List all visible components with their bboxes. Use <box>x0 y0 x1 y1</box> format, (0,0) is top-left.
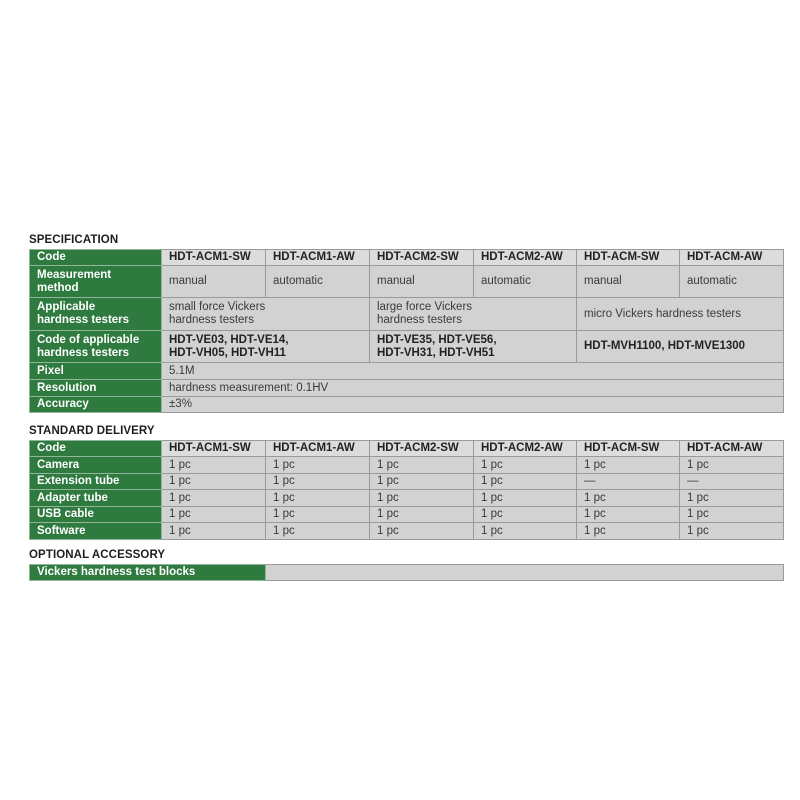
delivery-cell: 1 pc <box>370 523 474 540</box>
delivery-code-cell: HDT-ACM2-AW <box>474 441 577 457</box>
delivery-cell: 1 pc <box>680 507 784 523</box>
spec-row-pixel <box>30 363 784 380</box>
cell-line: hardness testers <box>377 314 463 326</box>
spec-code-cell: HDT-ACM1-SW <box>162 250 266 266</box>
spec-row-code <box>30 250 784 266</box>
spec-code-cell: HDT-ACM2-SW <box>370 250 474 266</box>
spec-row-resolution <box>30 380 784 397</box>
label-line: Measurement <box>37 268 112 281</box>
optional-accessory-title: OPTIONAL ACCESSORY <box>29 549 166 561</box>
cell-line: small force Vickers <box>169 301 266 313</box>
delivery-cell: 1 pc <box>162 523 266 540</box>
label-line: hardness testers <box>37 314 130 326</box>
applicable-testers-group-3: micro Vickers hardness testers <box>577 298 784 331</box>
delivery-label-code: Code <box>30 441 162 457</box>
delivery-code-cell: HDT-ACM1-SW <box>162 441 266 457</box>
standard-delivery-table <box>29 440 784 540</box>
delivery-code-cell: HDT-ACM1-AW <box>266 441 370 457</box>
spec-row-applicable-testers <box>30 298 784 331</box>
delivery-cell: 1 pc <box>266 507 370 523</box>
delivery-cell: 1 pc <box>474 523 577 540</box>
spec-method-cell: manual <box>577 266 680 298</box>
delivery-cell: 1 pc <box>370 507 474 523</box>
delivery-cell: 1 pc <box>577 523 680 540</box>
spec-code-cell: HDT-ACM-SW <box>577 250 680 266</box>
spec-resolution-value: hardness measurement: 0.1HV <box>162 380 784 397</box>
specification-title: SPECIFICATION <box>29 234 119 246</box>
label-line: Applicable <box>37 301 96 313</box>
delivery-cell: 1 pc <box>266 457 370 474</box>
delivery-cell: 1 pc <box>266 474 370 490</box>
delivery-row-usb-cable <box>30 507 784 523</box>
delivery-cell: 1 pc <box>577 507 680 523</box>
delivery-cell: 1 pc <box>162 490 266 507</box>
delivery-label: USB cable <box>30 507 162 523</box>
cell-line: HDT-VE03, HDT-VE14, <box>169 333 289 346</box>
cell-line: HDT-VE35, HDT-VE56, <box>377 333 497 346</box>
delivery-cell: 1 pc <box>474 474 577 490</box>
delivery-cell: 1 pc <box>474 507 577 523</box>
delivery-code-cell: HDT-ACM-AW <box>680 441 784 457</box>
specification-table <box>29 249 784 413</box>
spec-accuracy-value: ±3% <box>162 397 784 413</box>
delivery-cell: 1 pc <box>266 490 370 507</box>
spec-row-accuracy <box>30 397 784 413</box>
delivery-cell: 1 pc <box>370 457 474 474</box>
delivery-cell: 1 pc <box>680 523 784 540</box>
code-applicable-group-1 <box>162 331 370 363</box>
delivery-cell: 1 pc <box>474 457 577 474</box>
spec-label-pixel: Pixel <box>30 363 162 380</box>
accessory-row <box>30 565 784 581</box>
delivery-cell: 1 pc <box>474 490 577 507</box>
delivery-label: Camera <box>30 457 162 474</box>
spec-row-measurement-method <box>30 266 784 298</box>
spec-label-accuracy: Accuracy <box>30 397 162 413</box>
delivery-cell: 1 pc <box>162 507 266 523</box>
delivery-cell: — <box>577 474 680 490</box>
spec-code-cell: HDT-ACM1-AW <box>266 250 370 266</box>
delivery-cell: 1 pc <box>370 490 474 507</box>
delivery-cell: — <box>680 474 784 490</box>
delivery-row-software <box>30 523 784 540</box>
delivery-row-camera <box>30 457 784 474</box>
optional-accessory-table <box>29 564 784 581</box>
spec-method-cell: automatic <box>680 266 784 298</box>
accessory-value-cell <box>266 565 784 581</box>
spec-label-applicable-testers <box>30 298 162 331</box>
applicable-testers-group-1 <box>162 298 370 331</box>
standard-delivery-title: STANDARD DELIVERY <box>29 425 155 437</box>
spec-method-cell: automatic <box>474 266 577 298</box>
delivery-label: Adapter tube <box>30 490 162 507</box>
code-applicable-group-3: HDT-MVH1100, HDT-MVE1300 <box>577 331 784 363</box>
spec-code-cell: HDT-ACM2-AW <box>474 250 577 266</box>
spec-label-code-applicable <box>30 331 162 363</box>
delivery-row-extension-tube <box>30 474 784 490</box>
label-line: hardness testers <box>37 346 130 359</box>
label-line: method <box>37 281 79 294</box>
spec-code-cell: HDT-ACM-AW <box>680 250 784 266</box>
cell-line: HDT-VH05, HDT-VH11 <box>169 346 286 359</box>
spec-pixel-value: 5.1M <box>162 363 784 380</box>
spec-label-measurement-method <box>30 266 162 298</box>
delivery-code-cell: HDT-ACM-SW <box>577 441 680 457</box>
delivery-cell: 1 pc <box>266 523 370 540</box>
spec-label-code: Code <box>30 250 162 266</box>
delivery-row-adapter-tube <box>30 490 784 507</box>
cell-line: hardness testers <box>169 314 255 326</box>
cell-line: HDT-VH31, HDT-VH51 <box>377 346 495 359</box>
delivery-label: Software <box>30 523 162 540</box>
spec-method-cell: manual <box>162 266 266 298</box>
delivery-code-cell: HDT-ACM2-SW <box>370 441 474 457</box>
applicable-testers-group-2 <box>370 298 577 331</box>
delivery-cell: 1 pc <box>680 457 784 474</box>
spec-method-cell: manual <box>370 266 474 298</box>
delivery-row-code <box>30 441 784 457</box>
cell-line: large force Vickers <box>377 301 473 313</box>
accessory-label: Vickers hardness test blocks <box>30 565 266 581</box>
delivery-cell: 1 pc <box>577 457 680 474</box>
delivery-cell: 1 pc <box>680 490 784 507</box>
delivery-cell: 1 pc <box>370 474 474 490</box>
delivery-cell: 1 pc <box>577 490 680 507</box>
spec-row-code-applicable <box>30 331 784 363</box>
spec-label-resolution: Resolution <box>30 380 162 397</box>
delivery-cell: 1 pc <box>162 474 266 490</box>
spec-method-cell: automatic <box>266 266 370 298</box>
label-line: Code of applicable <box>37 333 140 346</box>
delivery-cell: 1 pc <box>162 457 266 474</box>
code-applicable-group-2 <box>370 331 577 363</box>
delivery-label: Extension tube <box>30 474 162 490</box>
